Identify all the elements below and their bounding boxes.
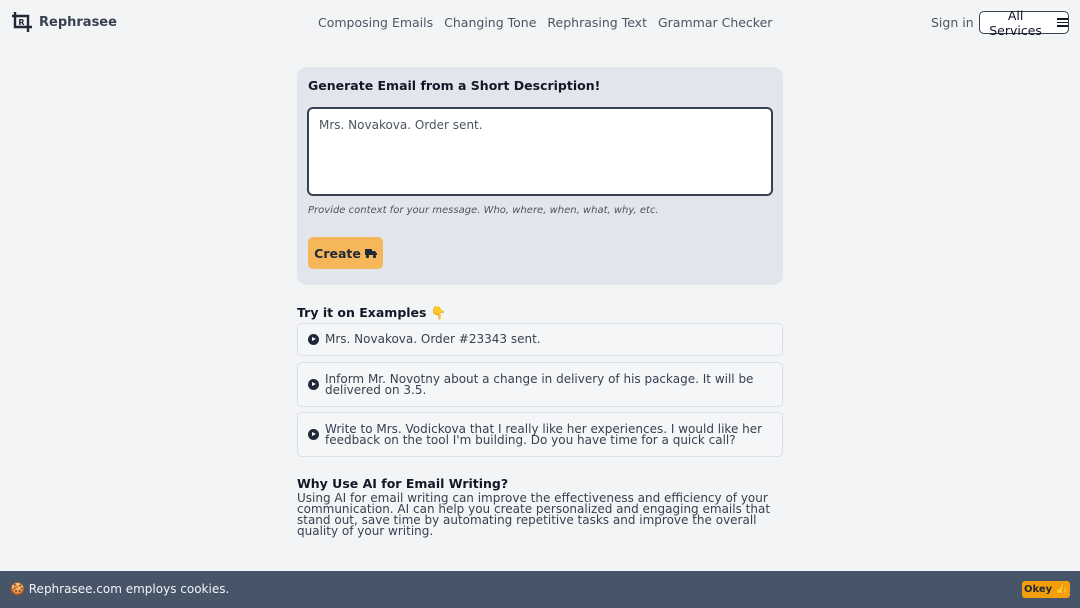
svg-text:R: R (18, 18, 25, 27)
create-button[interactable] (308, 237, 383, 269)
nav-rephrasing-text[interactable]: Rephrasing Text (547, 15, 647, 30)
all-services-label: All Services (989, 7, 1042, 38)
example-text: Mrs. Novakova. Order #23343 sent. (325, 332, 541, 346)
why-title: Why Use AI for Email Writing? (297, 476, 509, 491)
play-icon (308, 379, 319, 390)
play-icon (308, 334, 319, 345)
why-text: Using AI for email writing can improve the effectiveness and efficiency of your communication. AI can help you create personalized and engaging emails that stand out, save time by automating repetitive tasks and improve the overall quality of your writing. (297, 491, 771, 538)
example-text: Inform Mr. Novotny about a change in delivery of his package. It will be delivered on 3.5. (325, 371, 754, 397)
examples-title: Try it on Examples 👇 (297, 305, 447, 320)
example-item[interactable] (297, 412, 783, 457)
generate-email-card (297, 67, 783, 285)
input-help-text: Provide context for your message. Who, where, when, what, why, etc. (308, 205, 659, 216)
hamburger-icon (1057, 18, 1068, 27)
site-header (0, 0, 1080, 44)
description-input[interactable] (307, 107, 773, 196)
sign-in-link[interactable]: Sign in (931, 15, 974, 30)
nav-composing-emails[interactable]: Composing Emails (318, 15, 434, 30)
brand-logo[interactable] (11, 11, 117, 33)
example-item[interactable] (297, 323, 783, 356)
cookie-okey-button[interactable]: Okey 👍 (1022, 581, 1070, 598)
brand-name: Rephrasee (39, 14, 117, 30)
create-button-label: Create (314, 245, 361, 261)
cookie-text: 🍪 Rephrasee.com employs cookies. (10, 582, 230, 596)
example-item[interactable] (297, 362, 783, 407)
truck-icon (365, 248, 377, 259)
card-title: Generate Email from a Short Description! (308, 78, 601, 93)
main-nav (318, 15, 772, 30)
example-text: Write to Mrs. Vodickova that I really like her experiences. I would like her feedback on the tool I'm building. Do you have time for a quick call? (325, 421, 763, 447)
play-icon (308, 429, 319, 440)
cookie-banner (0, 571, 1080, 608)
nav-grammar-checker[interactable]: Grammar Checker (657, 15, 773, 30)
nav-changing-tone[interactable]: Changing Tone (444, 15, 537, 30)
all-services-button[interactable] (979, 7, 1069, 38)
crop-logo-icon (11, 11, 33, 33)
